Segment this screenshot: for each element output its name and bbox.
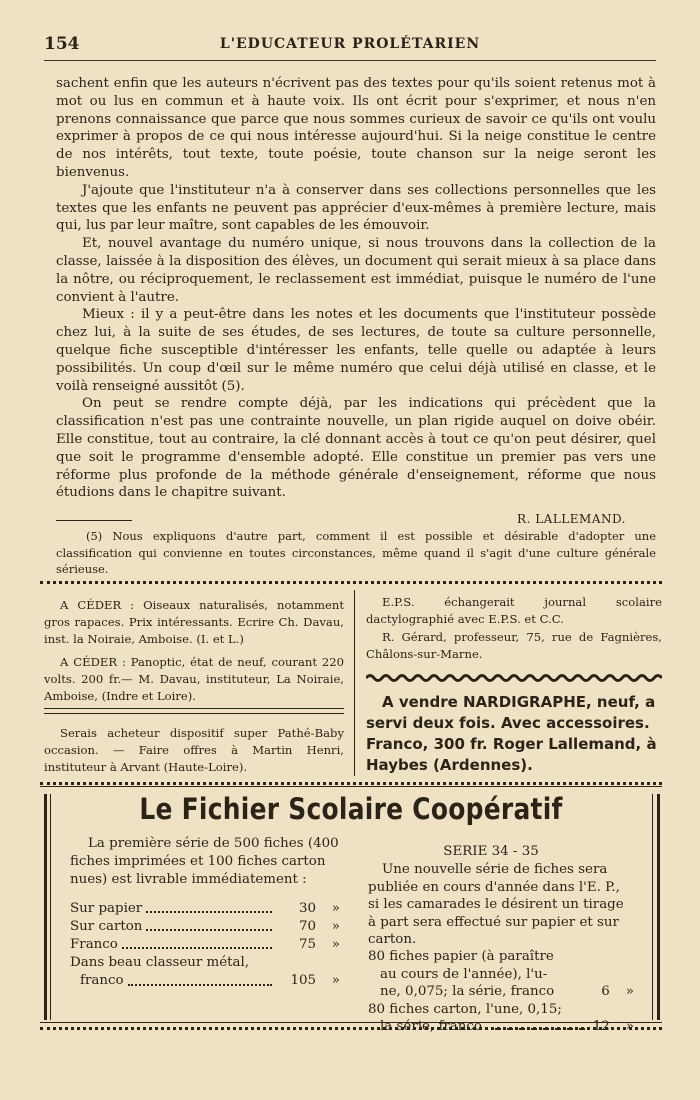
journal-title: L'EDUCATEUR PROLÉTARIEN [219, 36, 481, 52]
ad-gerard [366, 629, 662, 663]
footnote-text: (5) Nous expliquons d'autre part, comment il est possible et désirable d'adopter une classification qui convienne en toutes circonstances, même quand il s'agit d'une culture générale sérieuse. [56, 529, 656, 576]
price-unit: » [331, 900, 340, 916]
section-divider [40, 782, 662, 785]
fichier-offer [70, 835, 340, 991]
ad-serais-acheteur [44, 725, 344, 776]
ad-nardigraphe: A vendre NARDIGRAPHE, neuf, a servi deux fois. Avec accessoires. Franco, 300 fr. Roger Lallemand, à Haybes (Ardennes). [366, 693, 657, 774]
price-value: 75 [298, 937, 316, 953]
article-body [56, 75, 656, 502]
box-bottom-border [40, 1022, 662, 1023]
carton-line: 80 fiches carton, l'une, 0,15; [368, 1001, 562, 1017]
price-row [70, 918, 340, 936]
box-border-left [44, 794, 47, 1020]
ad-a-ceder-1 [44, 597, 344, 648]
footnote [56, 528, 656, 578]
ad-eps [366, 594, 662, 628]
box-border-right-inner [652, 794, 653, 1020]
box-border-right [657, 794, 660, 1020]
price-unit: » [331, 918, 340, 934]
price-unit: » [331, 937, 340, 953]
section-divider [40, 581, 662, 584]
paragraph: Et, nouvel avantage du numéro unique, si nous trouvons dans la collection de la classe, laissée à la disposition des élèves, un document qui serait mieux à sa place dans la nôtre, ou réciproquement, le reclassement est immédiat, puisque le numéro de l'une convient à l'autre. [56, 236, 656, 305]
page-header [44, 30, 656, 61]
section-divider [40, 1027, 662, 1030]
papier-line: 80 fiches papier (à paraître [368, 949, 554, 965]
fichier-ad-box [40, 788, 662, 1035]
carton-line: la série, franco [380, 1019, 482, 1035]
box-border-left-inner [50, 794, 51, 1020]
fichier-title: Le Fichier Scolaire Coopératif [139, 792, 563, 826]
leader-dots [122, 936, 272, 949]
price-label: Sur carton [70, 918, 143, 934]
price-unit: » [625, 1019, 634, 1035]
paragraph: On peut se rendre compte déjà, par les indications qui précèdent que la classification n'est pas une contrainte nouvelle, un plan rigide auquel on doive obéir. Elle constitue, tout au contraire, la clé donnant accès à tout ce qu'on peut désirer, quel que soit le programme d'ensemble adopté. Elle constitue un premier pas vers une réforme plus profonde de la méthode générale d'enseignement, réforme que nous étudions dans le chapitre suivant. [56, 396, 656, 501]
price-label: franco [80, 973, 124, 989]
papier-line: ne, 0,075; la série, franco [380, 984, 555, 1000]
decorative-border [366, 673, 662, 683]
paragraph: sachent enfin que les auteurs n'écrivent pas des textes pour qu'ils soient retenus mot à mot ou lus en commun et à haute voix. Ils ont écrit pour s'exprimer, et nous n'en prenons connaissance que parce que nous sommes curieux de savoir ce qu'ils ont voulu exprimer à propos de ce qui nous intéresse aujourd'hui. Si la neige constitue le centre de nos intérêts, tout texte, toute poésie, toute chanson sur la neige seront les bienvenus. [56, 76, 656, 180]
footnote-rule [56, 520, 132, 521]
price-unit: » [625, 984, 634, 1000]
series-text: Une nouvelle série de fiches sera publiée en cours d'année dans l'E. P., si les camarades le désirent un tirage à part sera effectué sur papier et sur carton. [368, 862, 624, 948]
paragraph: J'ajoute que l'instituteur n'a à conserver dans ses collections personnelles que les textes que les enfants ne peuvent pas apprécier d'eux-mêmes à première lecture, mais qui, lus par leur maître, sont capables de les émouvoir. [56, 182, 656, 234]
ad-text: A CÉDER : Panoptic, état de neuf, courant 220 volts. 200 fr.— M. Davau, instituteur, La Noiraie, Amboise, (Indre et Loire). [44, 655, 344, 703]
price-value: 6 [601, 984, 610, 1000]
price-unit: » [331, 973, 340, 989]
fichier-intro: La première série de 500 fiches (400 fiches imprimées et 100 fiches carton nues) est livrable immédiatement : [70, 836, 339, 888]
ad-text: E.P.S. échangerait journal scolaire dactylographié avec E.P.S. et C.C. [366, 595, 662, 626]
leader-dots [146, 900, 272, 913]
ad-a-ceder-2 [44, 654, 344, 705]
column-divider [354, 590, 355, 776]
price-row [70, 936, 340, 954]
price-value: 70 [298, 918, 316, 934]
price-value: 30 [298, 900, 316, 916]
series-title: SERIE 34 - 35 [443, 844, 539, 859]
author-signature: R. LALLEMAND. [517, 512, 626, 526]
ad-text: R. Gérard, professeur, 75, rue de Fagnières, Châlons-sur-Marne. [366, 630, 662, 661]
ad-divider [44, 713, 344, 714]
price-label: Sur papier [70, 900, 143, 916]
price-row [70, 972, 340, 990]
ad-text: A CÉDER : Oiseaux naturalisés, notamment gros rapaces. Prix intéressants. Ecrire Ch. Davau, inst. la Noiraie, Amboise. (I. et L.) [44, 598, 344, 646]
price-value: 105 [290, 973, 316, 989]
page-number: 154 [44, 34, 80, 54]
price-row [70, 900, 340, 918]
leader-dots [146, 918, 272, 931]
price-label: Franco [70, 937, 118, 953]
paragraph: Mieux : il y a peut-être dans les notes et les documents que l'instituteur possède chez lui, à la suite de ses études, de ses lectures, de toute sa culture personnelle, quelque fiche susceptible d'intéresser les enfants, telle quelle ou adaptée à leurs possibilités. Un coup d'œil sur le même numéro que celui déjà utilisé en classe, et le voilà renseigné aussitôt (5). [56, 307, 656, 394]
price-value: 12 [592, 1019, 610, 1035]
classeur-label: Dans beau classeur métal, [70, 955, 250, 971]
leader-dots [128, 972, 272, 985]
box-top-border [40, 786, 662, 787]
ad-text: Serais acheteur dispositif super Pathé-Baby occasion. — Faire offres à Martin Henri, instituteur à Arvant (Haute-Loire). [44, 726, 344, 774]
papier-price-row [368, 983, 634, 1000]
ad-divider [44, 708, 344, 709]
papier-line: au cours de l'année), l'u- [380, 966, 548, 982]
fichier-series [368, 843, 634, 1035]
